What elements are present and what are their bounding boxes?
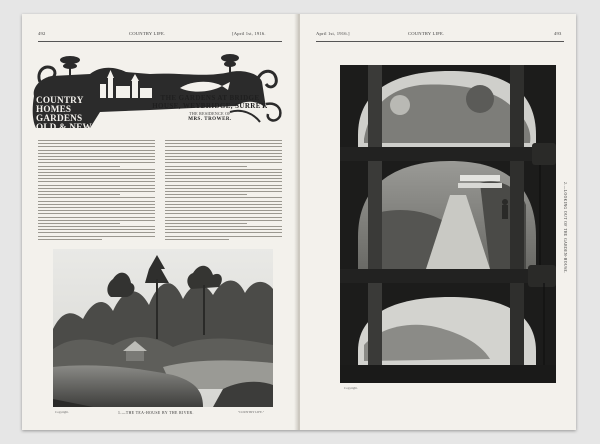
text-line: [38, 159, 155, 160]
left-head-rule: [38, 41, 282, 42]
left-running-title: COUNTRY LIFE.: [129, 31, 166, 36]
text-line: [38, 172, 155, 173]
text-line: [38, 213, 155, 214]
text-line: [38, 239, 102, 240]
text-line: [38, 220, 155, 221]
text-line: [165, 153, 282, 154]
text-line: [38, 201, 155, 202]
left-page: [22, 14, 298, 430]
text-line: [38, 223, 120, 224]
series-line-2: HOMES: [36, 104, 72, 114]
left-photo-credit: Copyright.: [55, 410, 69, 414]
left-date: [April 1st, 1916.: [232, 31, 266, 36]
text-line: [38, 191, 155, 192]
residence-line: THE RESIDENCE OF: [189, 111, 231, 116]
article-title: THE GARDENS AT BRIDGE HOUSE, WEYBRIDGE, SURREY.: [152, 94, 268, 110]
text-line: [38, 232, 155, 233]
text-line: [165, 178, 282, 179]
text-line: [38, 178, 155, 179]
text-line: [38, 194, 120, 195]
text-line: [165, 213, 282, 214]
text-line: [165, 217, 282, 218]
text-line: [165, 156, 282, 157]
text-column-2: [165, 140, 282, 246]
text-line: [38, 156, 155, 157]
text-line: [165, 239, 229, 240]
text-line: [165, 185, 282, 186]
text-line: [165, 150, 282, 151]
text-line: [165, 232, 282, 233]
text-line: [165, 204, 282, 205]
text-line: [165, 175, 282, 176]
text-line: [38, 226, 155, 227]
right-head-rule: [316, 41, 564, 42]
text-line: [165, 169, 282, 170]
right-photo-caption-text: 2.—LOOKING OUT OF THE GARDEN-HOUSE.: [563, 182, 567, 274]
text-line: [38, 169, 155, 170]
text-column-1: [38, 140, 155, 246]
right-running-title: COUNTRY LIFE.: [408, 31, 445, 36]
left-photo-caption: 1.—THE TEA-HOUSE BY THE RIVER.: [118, 411, 194, 415]
series-title: [36, 96, 100, 132]
text-line: [165, 194, 247, 195]
text-line: [165, 188, 282, 189]
series-line-4: OLD & NEW: [36, 122, 92, 132]
text-line: [165, 201, 282, 202]
text-line: [38, 185, 155, 186]
text-line: [38, 150, 155, 151]
text-line: [38, 140, 155, 141]
text-line: [38, 197, 155, 198]
text-line: [165, 236, 282, 237]
right-photo-caption: [562, 182, 568, 302]
text-line: [165, 159, 282, 160]
text-line: [165, 220, 282, 221]
tea-house-photo: [53, 249, 273, 407]
text-line: [165, 143, 282, 144]
text-line: [165, 191, 282, 192]
text-line: [38, 166, 120, 167]
text-line: [38, 207, 155, 208]
text-line: [38, 143, 155, 144]
text-line: [165, 210, 282, 211]
text-line: [38, 146, 155, 147]
text-line: [38, 188, 155, 189]
series-line-1: COUNTRY: [36, 95, 84, 105]
right-page: [300, 14, 576, 430]
text-line: [38, 236, 155, 237]
text-line: [165, 162, 282, 163]
text-line: [165, 226, 282, 227]
text-line: [165, 223, 247, 224]
text-line: [165, 166, 247, 167]
text-line: [165, 172, 282, 173]
text-line: [38, 210, 155, 211]
text-line: [38, 175, 155, 176]
right-date: April 1st, 1916.]: [316, 31, 350, 36]
text-line: [38, 217, 155, 218]
left-photo-credit-magazine: "COUNTRY LIFE.": [238, 410, 265, 414]
text-line: [165, 140, 282, 141]
text-line: [38, 153, 155, 154]
right-photo-credit: Copyright.: [344, 386, 358, 390]
right-folio: 493: [554, 31, 562, 36]
text-line: [165, 181, 282, 182]
text-line: [38, 162, 155, 163]
series-line-3: GARDENS: [36, 113, 83, 123]
garden-house-photo: [340, 65, 556, 383]
owner-name: MRS. TROWER.: [188, 117, 232, 122]
left-folio: 492: [38, 31, 46, 36]
text-line: [38, 229, 155, 230]
article-title-block: [150, 94, 270, 122]
text-line: [165, 146, 282, 147]
text-line: [165, 229, 282, 230]
magazine-spread: [22, 14, 576, 430]
text-line: [38, 204, 155, 205]
text-line: [165, 207, 282, 208]
text-line: [38, 181, 155, 182]
text-line: [165, 197, 282, 198]
